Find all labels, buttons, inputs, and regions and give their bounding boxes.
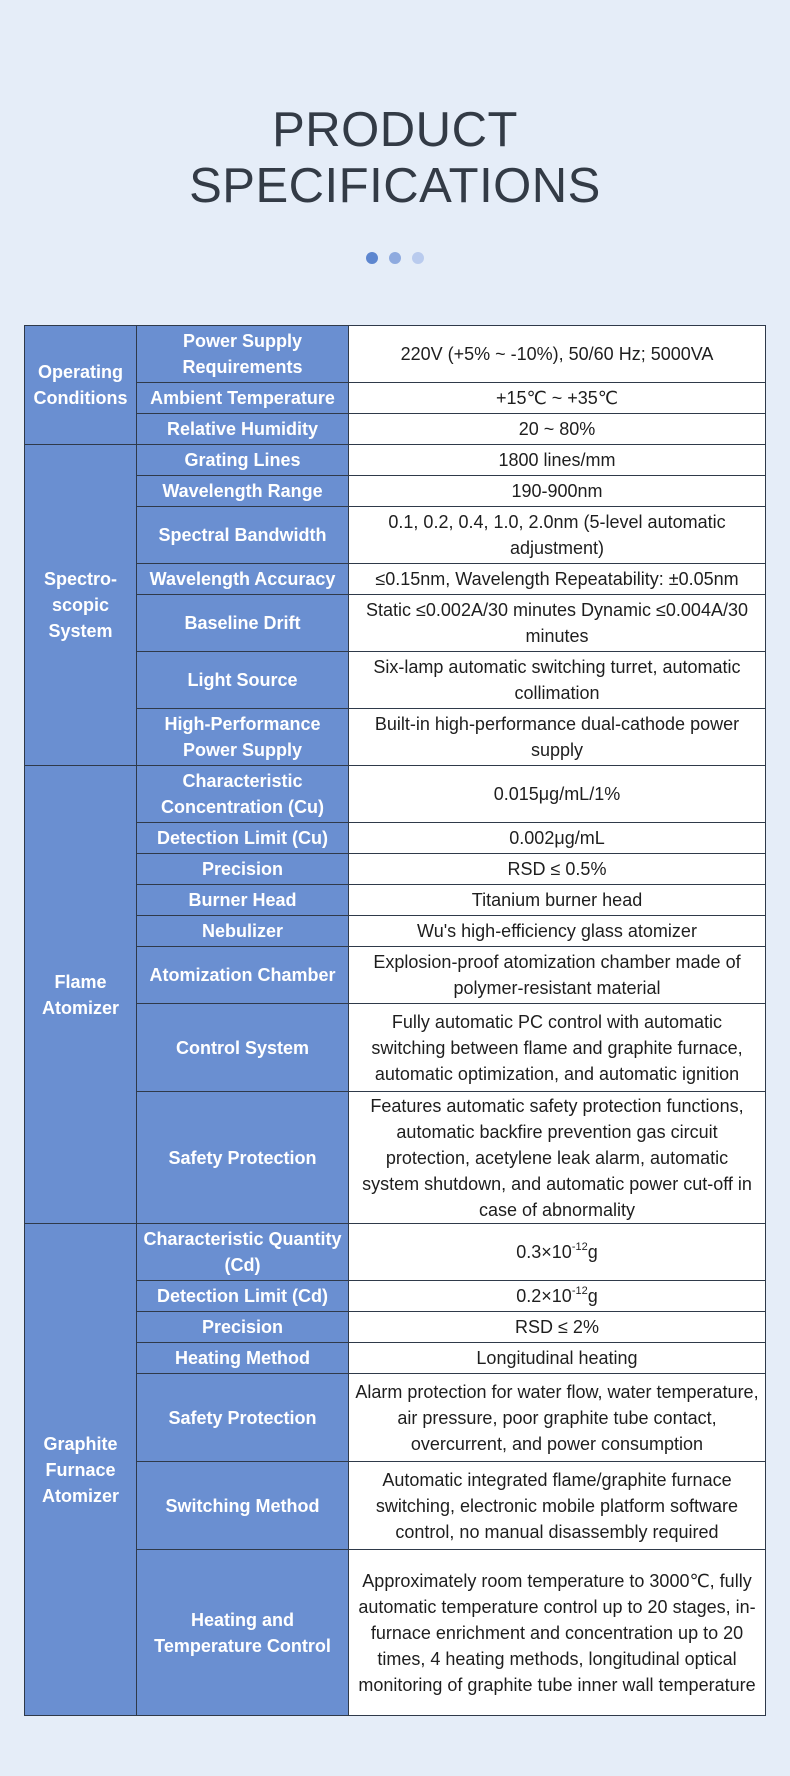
param-label: Baseline Drift: [137, 595, 349, 652]
specifications-table: [24, 325, 766, 1716]
param-value: Features automatic safety protection functions, automatic backfire prevention gas circuit protection, acetylene leak alarm, automatic system shutdown, and automatic power cut-off in case of abnormality: [349, 1092, 766, 1224]
param-label: Safety Protection: [137, 1092, 349, 1224]
param-value: 20 ~ 80%: [349, 414, 766, 445]
page-header: [0, 0, 790, 264]
param-label: Precision: [137, 1312, 349, 1343]
param-label: Characteristic Concentration (Cu): [137, 766, 349, 823]
param-label: High-Performance Power Supply: [137, 709, 349, 766]
group-operating-conditions: Operating Conditions: [25, 326, 137, 445]
param-label: Detection Limit (Cd): [137, 1281, 349, 1312]
pagination-dots: [0, 252, 790, 264]
value-base: 0.2×10: [516, 1286, 572, 1306]
param-value: RSD ≤ 0.5%: [349, 854, 766, 885]
param-value: Longitudinal heating: [349, 1343, 766, 1374]
param-value: [349, 1281, 766, 1312]
param-value: Six-lamp automatic switching turret, automatic collimation: [349, 652, 766, 709]
table-row: [25, 1550, 766, 1716]
table-row: [25, 885, 766, 916]
value-unit: g: [587, 1286, 598, 1306]
param-value: Automatic integrated flame/graphite furnace switching, electronic mobile platform software control, no manual disassembly required: [349, 1462, 766, 1550]
param-label: Relative Humidity: [137, 414, 349, 445]
param-value: Titanium burner head: [349, 885, 766, 916]
table-row: [25, 1374, 766, 1462]
table-row: [25, 916, 766, 947]
param-value: Fully automatic PC control with automatic switching between flame and graphite furnace, automatic optimization, and automatic ignition: [349, 1004, 766, 1092]
table-row: [25, 1281, 766, 1312]
group-graphite-furnace-atomizer: Graphite Furnace Atomizer: [25, 1224, 137, 1716]
param-label: Precision: [137, 854, 349, 885]
param-label: Safety Protection: [137, 1374, 349, 1462]
value-exponent: -12: [571, 1285, 588, 1297]
param-label: Control System: [137, 1004, 349, 1092]
table-row: [25, 823, 766, 854]
pagination-dot-3[interactable]: [412, 252, 424, 264]
param-value: RSD ≤ 2%: [349, 1312, 766, 1343]
group-spectroscopic-system: Spectro- scopic System: [25, 445, 137, 766]
param-label: Spectral Bandwidth: [137, 507, 349, 564]
param-value: 0.1, 0.2, 0.4, 1.0, 2.0nm (5-level automatic adjustment): [349, 507, 766, 564]
group-flame-atomizer: Flame Atomizer: [25, 766, 137, 1224]
table-row: [25, 1462, 766, 1550]
table-row: [25, 1224, 766, 1281]
param-label: Grating Lines: [137, 445, 349, 476]
param-value: [349, 1224, 766, 1281]
param-label: Switching Method: [137, 1462, 349, 1550]
table-row: [25, 709, 766, 766]
table-row: [25, 326, 766, 383]
table-row: [25, 1312, 766, 1343]
param-value: Explosion-proof atomization chamber made of polymer-resistant material: [349, 947, 766, 1004]
pagination-dot-2[interactable]: [389, 252, 401, 264]
param-label: Ambient Temperature: [137, 383, 349, 414]
value-unit: g: [587, 1242, 598, 1262]
param-label: Light Source: [137, 652, 349, 709]
table-row: [25, 414, 766, 445]
page-title: [0, 102, 790, 214]
param-label: Heating and Temperature Control: [137, 1550, 349, 1716]
table-row: [25, 766, 766, 823]
table-row: [25, 595, 766, 652]
param-value: +15℃ ~ +35℃: [349, 383, 766, 414]
param-value: Alarm protection for water flow, water temperature, air pressure, poor graphite tube contact, overcurrent, and power consumption: [349, 1374, 766, 1462]
table-row: [25, 507, 766, 564]
param-value: Wu's high-efficiency glass atomizer: [349, 916, 766, 947]
value-base: 0.3×10: [516, 1242, 572, 1262]
param-value: 0.015μg/mL/1%: [349, 766, 766, 823]
table-row: [25, 652, 766, 709]
table-row: [25, 854, 766, 885]
param-value: 190-900nm: [349, 476, 766, 507]
param-label: Characteristic Quantity (Cd): [137, 1224, 349, 1281]
table-row: [25, 1343, 766, 1374]
title-line-2: SPECIFICATIONS: [189, 159, 601, 213]
table-row: [25, 947, 766, 1004]
param-label: Detection Limit (Cu): [137, 823, 349, 854]
param-value: Approximately room temperature to 3000℃, fully automatic temperature control up to 20 stages, in-furnace enrichment and concentration up to 20 times, 4 heating methods, longitudinal optical monitoring of graphite tube inner wall temperature: [349, 1550, 766, 1716]
param-label: Heating Method: [137, 1343, 349, 1374]
param-value: ≤0.15nm, Wavelength Repeatability: ±0.05nm: [349, 564, 766, 595]
param-label: Nebulizer: [137, 916, 349, 947]
pagination-dot-1[interactable]: [366, 252, 378, 264]
table-row: [25, 1092, 766, 1224]
param-value: Static ≤0.002A/30 minutes Dynamic ≤0.004A/30 minutes: [349, 595, 766, 652]
value-exponent: -12: [571, 1241, 588, 1253]
specifications-table-wrapper: [24, 325, 765, 1716]
param-value: 220V (+5% ~ -10%), 50/60 Hz; 5000VA: [349, 326, 766, 383]
param-value: Built-in high-performance dual-cathode power supply: [349, 709, 766, 766]
param-label: Power Supply Requirements: [137, 326, 349, 383]
param-label: Wavelength Range: [137, 476, 349, 507]
table-row: [25, 445, 766, 476]
table-row: [25, 383, 766, 414]
param-label: Burner Head: [137, 885, 349, 916]
param-value: 0.002μg/mL: [349, 823, 766, 854]
param-value: 1800 lines/mm: [349, 445, 766, 476]
param-label: Atomization Chamber: [137, 947, 349, 1004]
param-label: Wavelength Accuracy: [137, 564, 349, 595]
table-row: [25, 1004, 766, 1092]
table-row: [25, 476, 766, 507]
table-row: [25, 564, 766, 595]
title-line-1: PRODUCT: [272, 103, 518, 157]
